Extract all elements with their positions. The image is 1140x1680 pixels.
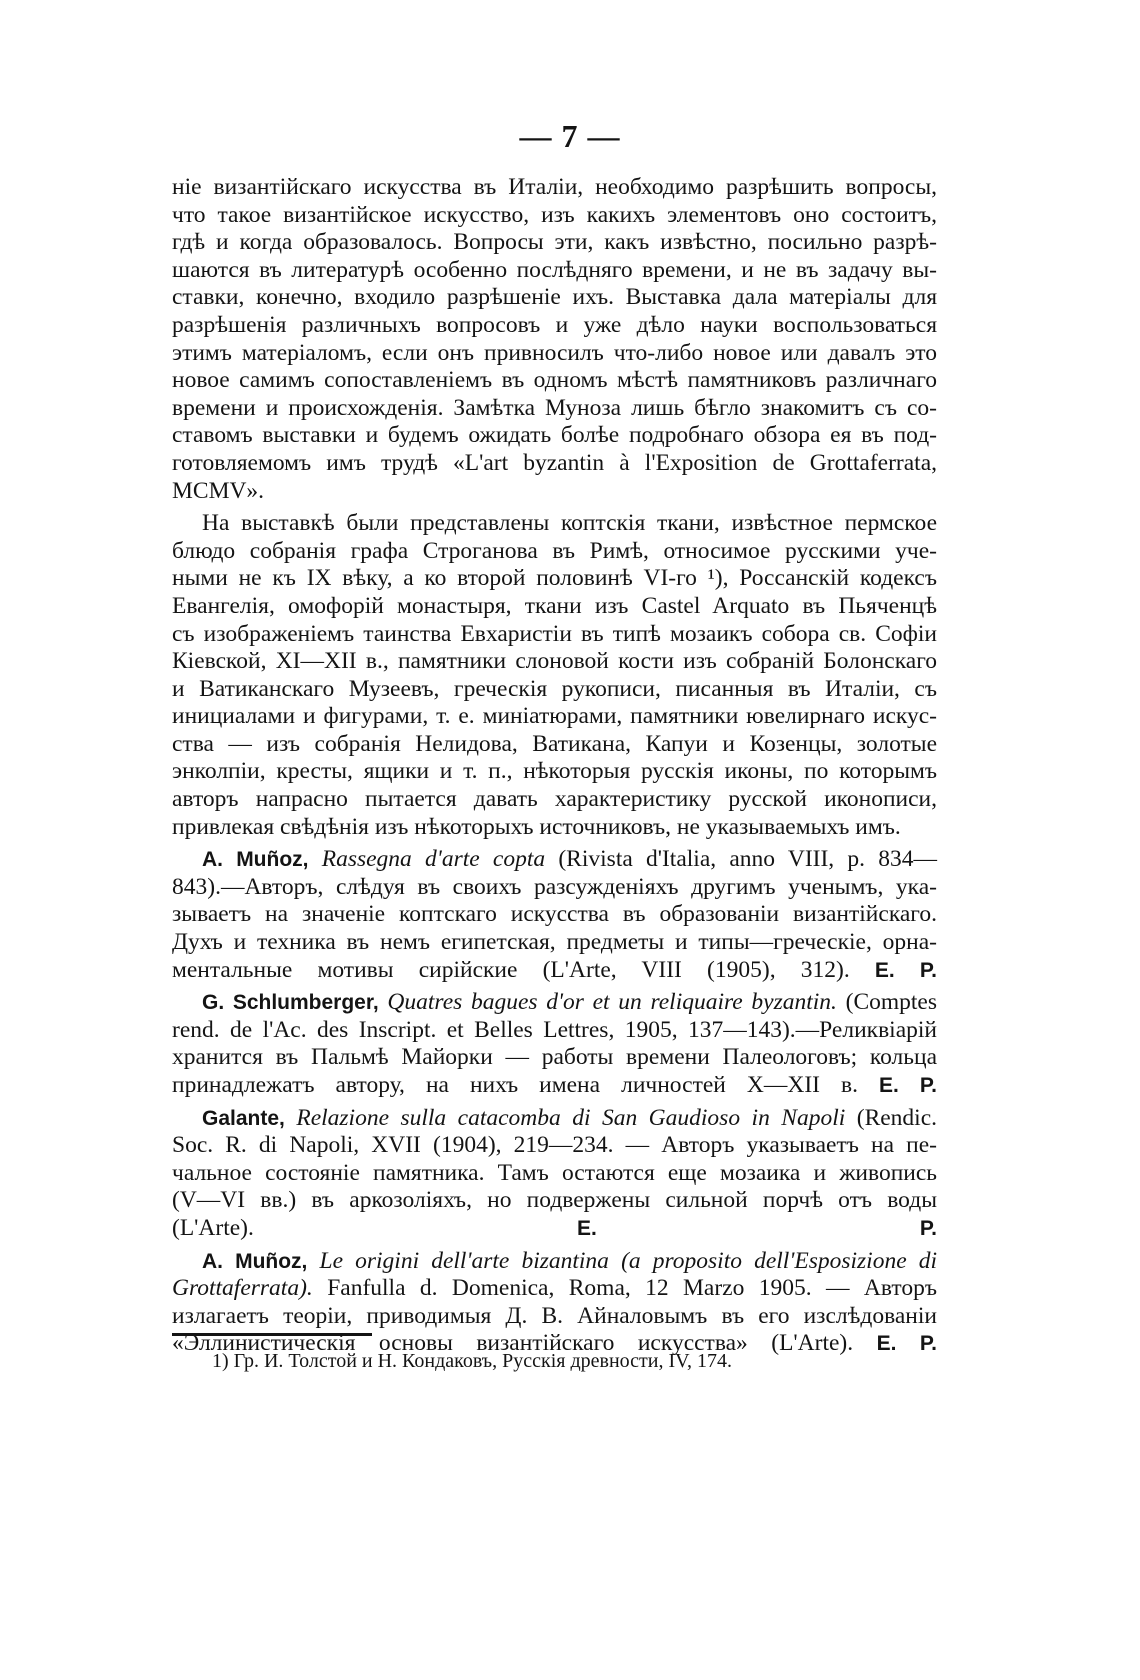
entry-source: Fanfulla d. Domenica, Roma, 12 Marzo 1905. — Авторъ [327,1275,937,1302]
signature: E. P. [879,1074,938,1097]
text-line: Soc. R. di Napoli, XVII (1904), 219—234. — Авторъ указываетъ на пе- [172,1132,937,1159]
text-line: ства — изъ собранія Нелидова, Ватикана, Капуи и Козенцы, золотые [172,730,937,757]
text-line: готовляемомъ имъ трудѣ «L'art byzantin à l'Exposition de Grottaferrata, [172,449,937,476]
entry-last-line: «Эллинистическія основы византійскаго искусства» (L'Arte). [172,1330,854,1357]
text-line: шаются въ литературѣ особенно послѣдняго времени, и не въ задачу вы- [172,256,937,283]
text-line [172,1072,937,1100]
entry-title: Rassegna d'arte copta [321,846,546,873]
text-line: и Ватиканскаго Музеевъ, греческія рукописи, писанныя въ Италіи, съ [172,675,937,702]
text-line: Кіевской, XI—XII в., памятники слоновой кости изъ собраній Болонскаго [172,648,937,675]
text-line: ставки, конечно, входило разрѣшеніе ихъ. Выставка дала матеріалы для [172,284,937,311]
text-line: блюдо собранія графа Строганова въ Римѣ, относимое русскими уче- [172,537,937,564]
entry-title-cont: (a proposito dell'Esposizione di [621,1247,938,1274]
entry-last-line: (L'Arte). [172,1214,254,1241]
text-line: MCMV». [172,477,265,504]
main-text [172,174,937,1358]
bibliography-entry-1 [172,846,937,984]
text-line: ставомъ выставки и будемъ ожидать болѣе подробнаго обзора ея въ под- [172,422,937,449]
text-line: зываетъ на значеніе коптскаго искусства въ образованіи византійскаго. [172,901,937,928]
entry-title-cont: Grottaferrata). [172,1275,313,1302]
footnote: 1) Гр. И. Толстой и Н. Кондаковъ, Русскія древности, IV, 174. [212,1350,733,1372]
text-line: времени и происхожденія. Замѣтка Муноза лишь бѣгло знакомитъ съ со- [172,394,937,421]
text-line: новое самимъ сопоставленіемъ въ одномъ мѣстѣ памятниковъ различнаго [172,367,937,394]
entry-author: A. Muñoz, [202,1249,308,1273]
entry-source: (Rendic. [856,1104,938,1131]
text-line: Духъ и техника въ немъ египетская, предметы и типы—греческіе, орна- [172,929,937,956]
text-line: ными не къ IX вѣку, а ко второй половинѣ VI-го ¹), Россанскій кодексъ [172,565,937,592]
text-line: разрѣшенія различныхъ вопросовъ и уже дѣло науки воспользоваться [172,311,937,338]
bibliography-entry-3 [172,1105,937,1243]
text-line [172,1215,937,1243]
text-line: этимъ матеріаломъ, если онъ привносилъ что-либо новое или давалъ это [172,339,937,366]
entry-author: G. Schlumberger, [202,991,379,1015]
text-line: привлекая свѣдѣнія изъ нѣкоторыхъ источниковъ, не указываемыхъ имъ. [172,813,901,840]
text-line: Евангелія, омофорій монастыря, ткани изъ Castel Arquato въ Пьяченцѣ [172,592,937,619]
text-line: авторъ напрасно пытается давать характеристику русской иконописи, [172,786,937,813]
text-line: (V—VI вв.) въ аркозоліяхъ, но подвержены сильной порчѣ отъ воды [172,1187,937,1214]
entry-author: A. Muñoz, [202,848,309,872]
bibliography-entry-4 [172,1248,937,1358]
bibliography-entry-2 [172,989,937,1099]
text-line [172,1248,937,1276]
text-line: ніе византійскаго искусства въ Италіи, необходимо разрѣшить вопросы, [172,174,937,200]
text-line [172,957,937,985]
entry-title: Quatres bagues d'or et un reliquaire byzantin. [387,989,837,1016]
entry-source: (Comptes [845,989,938,1016]
signature: E. P. [576,1216,937,1240]
text-line: хранится въ Пальмѣ Майорки — работы времени Палеологовъ; кольца [172,1044,937,1071]
text-line: съ изображеніемъ таинства Евхаристіи въ типѣ мозаикъ собора св. Софіи [172,620,937,647]
paragraph-1 [172,174,937,505]
text-line: 843).—Авторъ, слѣдуя въ своихъ разсужденіяхъ другимъ ученымъ, ука- [172,873,937,900]
entry-title: Relazione sulla catacomba di San Gaudioso in Napoli [296,1104,846,1131]
text-line [172,989,937,1017]
entry-source: (Rivista d'Italia, anno VIII, p. 834— [558,846,938,873]
text-line [172,1275,937,1303]
text-line: На выставкѣ были представлены коптскія ткани, извѣстное пермское [202,510,937,537]
page-number: — 7 — [519,118,621,154]
text-line: излагаетъ теоріи, приводимыя Д. В. Айналовымъ въ его изслѣдованіи [172,1302,937,1329]
text-line [172,1105,937,1133]
entry-author: Galante, [202,1106,285,1130]
text-line: энколпіи, кресты, ящики и т. п., нѣкоторыя русскія иконы, по которымъ [172,758,937,785]
text-line: что такое византійское искусство, изъ какихъ элементовъ оно состоитъ, [172,201,937,228]
text-line [172,846,937,874]
footnote-rule [172,1333,372,1336]
entry-last-line: ментальные мотивы сирійские (L'Arte, VIII (1905), 312). [172,956,850,983]
text-line: инициалами и фигурами, т. е. миніатюрами, памятники ювелирнаго искус- [172,703,937,730]
signature: E. P. [874,958,938,982]
entry-title: Le origini dell'arte bizantina [319,1247,609,1274]
paragraph-2 [172,510,937,841]
text-line: чальное состояніе памятника. Тамъ остаются еще мозаика и живопись [172,1159,937,1186]
text-line: rend. de l'Ac. des Inscript. et Belles Lettres, 1905, 137—143).—Реликвіарій [172,1016,937,1043]
text-line: гдѣ и когда образовалось. Вопросы эти, какъ извѣстно, посильно разрѣ- [172,229,937,256]
entry-last-line: принадлежатъ автору, на нихъ имена личностей X—XII в. [172,1072,858,1098]
signature: E. P. [876,1332,938,1356]
